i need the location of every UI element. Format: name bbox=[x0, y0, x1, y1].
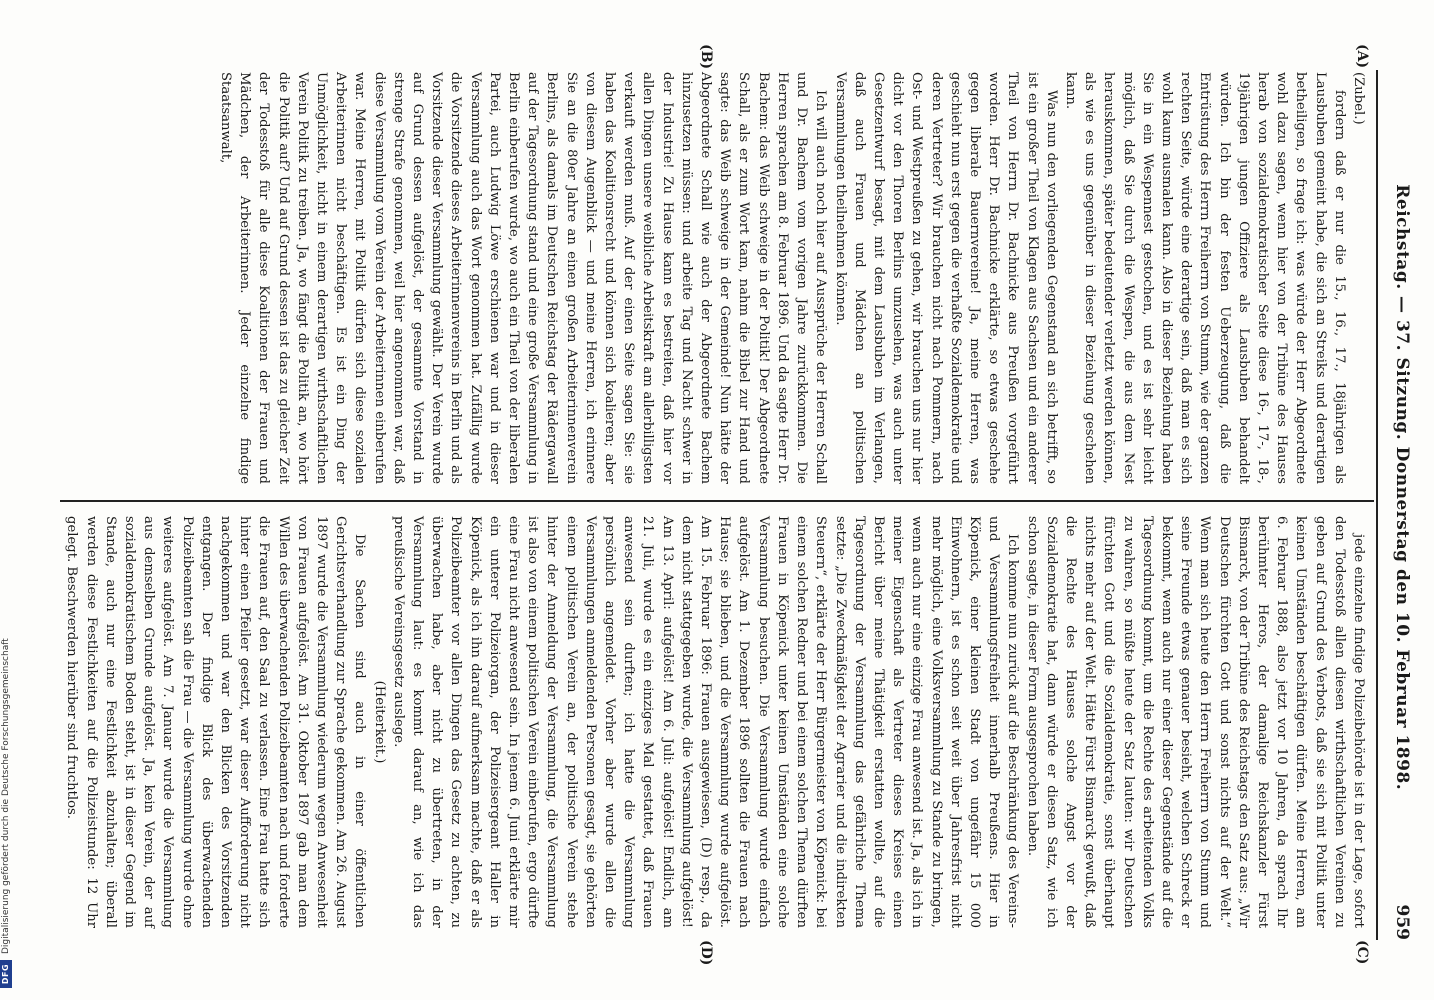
margin-letter-d: (D) bbox=[698, 940, 714, 966]
paragraph: (Zubel.) bbox=[1351, 72, 1366, 125]
page-header bbox=[1382, 70, 1412, 940]
margin-letter-c: (C) bbox=[1354, 940, 1370, 965]
paragraph: Die Sachen sind auch in einer öffentlichen Gerichtsverhandlung zur Sprache gekommen. Am 26. August 1897 wurde die Versammlung wiederum wegen Anwesenheit von Frauen aufgelöst. Am 31. Oktober 1897 gab man dem Willen des überwachenden Polizeibeamten nach und forderte die Frauen auf, den Saal zu verlassen. Eine Frau hatte sich hinter einen Pfeiler gesetzt, war dieser Aufforderung nicht nachgekommen und war den Blicken des Vorsitzenden entgangen. Der findige Blick des überwachenden Polizeibeamten sah die Frau — die Versammlung wurde ohne weiteres aufgelöst. Am 7. Januar wurde die Versammlung aus demselben Grunde aufgelöst. Ja, kein Verein, der auf sozialdemokratischem Boden steht, ist in dieser Gegend im Stande, auch nur eine Festlichkeit abzuhalten; überall werden diese Festlichkeiten auf die Polizeistunde: 12 Uhr gelegt. Beschwerden hierüber sind fruchtlos. bbox=[64, 516, 368, 928]
header-title: Reichstag. — 37. Sitzung. Donnerstag den 10. Februar 1898. bbox=[1392, 184, 1412, 791]
margin-letter-a: (A) bbox=[1354, 44, 1370, 69]
header-rule bbox=[1376, 70, 1378, 940]
paragraph: fordern daß er nur die 15., 16., 17., 18jährigen als Lausbuben gemeint habe, die sich an Streiks und derartigen betheiligen, so frage ich: was würde der Herr Abgeordnete wohl dazu sagen, wenn hier von der Tribüne des Hauses herab von sozialdemokratischer Seite diese 16-, 17-, 18-, 19jährigen jungen Offiziere als Lausbuben behandelt würden. Ich bin der festen Ueberzeugung, daß die Entrüstung des Herrn Freiherrn von Stumm, wie der ganzen rechten Seite, würde eine derartige sein, daß man es sich wohl kaum ausmalen kann. Also in dieser Beziehung haben Sie in ein Wespennest gestochen, und es ist sehr leicht möglich, daß Sie durch die Wespen, die aus dem Nest herauskommen, später bedeutender verletzt werden können, als wie es uns gegenüber in dieser Beziehung geschehen kann. bbox=[1062, 72, 1347, 484]
dfg-logo: DFG bbox=[0, 960, 12, 988]
credit-text: Digitalisierung gefördert durch die Deutsche Forschungsgemeinschaft bbox=[1, 638, 11, 954]
paragraph: (Heiterkeit.) bbox=[371, 680, 387, 764]
paragraph: Was nun den vorliegenden Gegenstand an sich betrifft, so ist ein großer Theil von Klagen aus Sachsen und ein anderer Theil von Herrn Dr. Bachnicke aus Preußen vorgeführt worden. Herr Dr. Bachnicke erklärte, so etwas geschehe gegen liberale Bauernvereine! Ja, meine Herren, was geschieht nun erst gegen die verhaßte Sozialdemokratie und deren Vertreter? Wir brauchen nicht nach Pommern, nach Ost- und Westpreußen zu gehen, wir brauchen uns nur hier dicht vor den Thoren Berlins umzusehen, was auch unter Gesetzentwurf besagt, mit dem Lausbuben im Verlangen, daß auch Frauen und Mädchen an politischen Versammlungen theilnehmen können. bbox=[832, 72, 1059, 484]
right-text-column bbox=[64, 516, 1368, 928]
column-divider bbox=[60, 500, 1374, 502]
paragraph: Ich komme nun zurück auf die Beschränkung des Vereins- und Versammlungsfreiheit innerhalb Preußens. Hier in Köpenick, einer kleinen Stadt von ungefähr 15 000 Einwohnern, ist es schon seit weit über Jahresfrist nicht mehr möglich, eine Volksversammlung zu Stande zu bringen, wenn auch nur eine einzige Frau anwesend ist. Ja, als ich in meiner Eigenschaft als Vertreter dieses Kreises einen Bericht über meine Thätigkeit erstatten wollte, auf die Tagesordnung der Versammlung das gefährliche Thema setzte: „Die Zweckmäßigkeit der Agrarier und die indirekten Steuern“, erklärte der Herr Bürgermeister von Köpenick: bei einem solchen Redner und bei einem solchen Thema dürften Frauen in Köpenick unter keinen Umständen eine solche Versammlung besuchen. Die Versammlung wurde einfach aufgelöst. Am 1. Dezember 1896 sollten die Frauen nach Hause; sie blieben, und die Versammlung wurde aufgelöst. Am 15. Februar 1896: Frauen ausgewiesen, (D) resp., da dem nicht stattgegeben wurde, die Versammlung aufgelöst! Am 13. April: aufgelöst! Am 6. Juli: aufgelöst! Endlich, am 21. Juli, wurde es ein einziges Mal gestattet, daß Frauen anwesend sein durften; ich hatte die Versammlung persönlich angemeldet. Vorher aber wurde allen die Versammlungen anmeldenden Personen gesagt, sie gehörten einem politischen Verein an, der politische Verein stehe hinter der Anmeldung der Versammlung, die Versammlung ist also von einem politischen Verein einberufen, ergo dürfte eine Frau nicht anwesend sein. In jenem 6. Juni erklärte mir ein unterer Polizeiorgan, der Polizeisergeant Haller in Köpenick, als ich ihn darauf aufmerksam machte, daß er als Polizeibeamter vor allen Dingen das Gesetz zu achten, zu überwachen habe, aber nicht zu übertreten, in der Versammlung laut: es kommt darauf an, wie ich das preußische Vereinsgesetz auslege. bbox=[390, 516, 1021, 928]
paragraph: jede einzelne findige Polizeibehörde ist in der Lage, sofort den Todesstoß allen diesen wirthschaftlichen Vereinen zu geben auf Grund des Verbots, daß sie sich mit Politik unter keinen Umständen beschäftigen dürfen. Meine Herren, am 6. Februar 1888, also jetzt vor 10 Jahren, da sprach Ihr berühmter Heros, der damalige Reichskanzler Fürst Bismarck, von der Tribüne des Reichstags den Satz aus: „Wir Deutschen fürchten Gott und sonst nichts auf der Welt.“ Wenn man sich heute den Herrn Freiherrn von Stumm und seine Freunde etwas genauer besieht, welchen Schreck er bekommt, wenn auch nur einer dieser Gegenstände auf die Tagesordnung kommt, um die Rechte des arbeitenden Volks zu wahren, so müßte heute der Satz lauten: wir Deutschen fürchten Gott und die Sozialdemokratie, sonst überhaupt nichts mehr auf der Welt. Hätte Fürst Bismarck gewußt, daß die Rechte des Hauses solche Angst vor der Sozialdemokratie hat, dann würde er diesen Satz, wie ich schon sagte, in dieser Form ausgesprochen haben. bbox=[1024, 516, 1366, 928]
margin-letter-b: (B) bbox=[698, 44, 714, 70]
left-text-column bbox=[28, 72, 1368, 484]
paragraph: Ich will auch noch hier auf Aussprüche der Herren Schall und Dr. Bachem vom vorigen Jahre zurückkommen. Die Herren sprachen am 8. Februar 1896. Und da sagte Herr Dr. Bachem: das Weib schweige in der Politik! Der Abgeordnete Schall, als er zum Wort kam, nahm die Bibel zur Hand und sagte: das Weib schweige in der Gemeinde! Nun hätte der Abgeordnete Schall wie auch der Abgeordnete Bachem hinzusetzen müssen: und arbeite Tag und Nacht schwer in der Industrie! Zu Hause kann es bestreiten, daß hier vor allen Dingen unsere weibliche Arbeitskraft am allerbilligsten verkauft werden muß. Auf der einen Seite sagen Sie: sie haben das Koalitionsrecht und können sich koalieren; aber von diesem Augenblick — und meine Herren, ich erinnere Sie an die 80er Jahre an einen großen Arbeiterinnenverein Berlins, als damals im Deutschen Reichstag der Rädergawall auf der Tagesordnung stand und eine große Versammlung in Berlin einberufen wurde, wo auch ein Theil von der liberalen Partei, auch Ludwig Löwe erschienen war und in dieser Versammlung auch das Wort genommen hat. Zufällig wurde die Vorsitzende dieses Arbeiterinnenvereins in Berlin und als Vorsitzende dieser Versammlung gewählt. Der Verein wurde auf Grund dessen aufgelöst, der gesammte Vorstand in strenge Strafe genommen, weil hier angenommen war, daß diese Versammlung vom Verein der Arbeiterinnen einberufen war. Meine Herren, mit Politik dürfen sich diese sozialen Arbeiterinnen nicht beschäftigen. Es ist ein Ding der Unmöglichkeit, nicht in einem derartigen wirthschaftlichen Verein Politik zu treiben. Ja, wo fängt die Politik an, wo hört die Politik auf? Und auf Grund dessen ist das zu gleicher Zeit der Todesstoß für alle diese Koalitionen der Frauen und Mädchen, der Arbeiterinnen. Jeder einzelne findige Staatsanwalt, bbox=[218, 72, 829, 484]
digitization-credit bbox=[0, 638, 12, 988]
page-number: 959 bbox=[1392, 904, 1412, 940]
